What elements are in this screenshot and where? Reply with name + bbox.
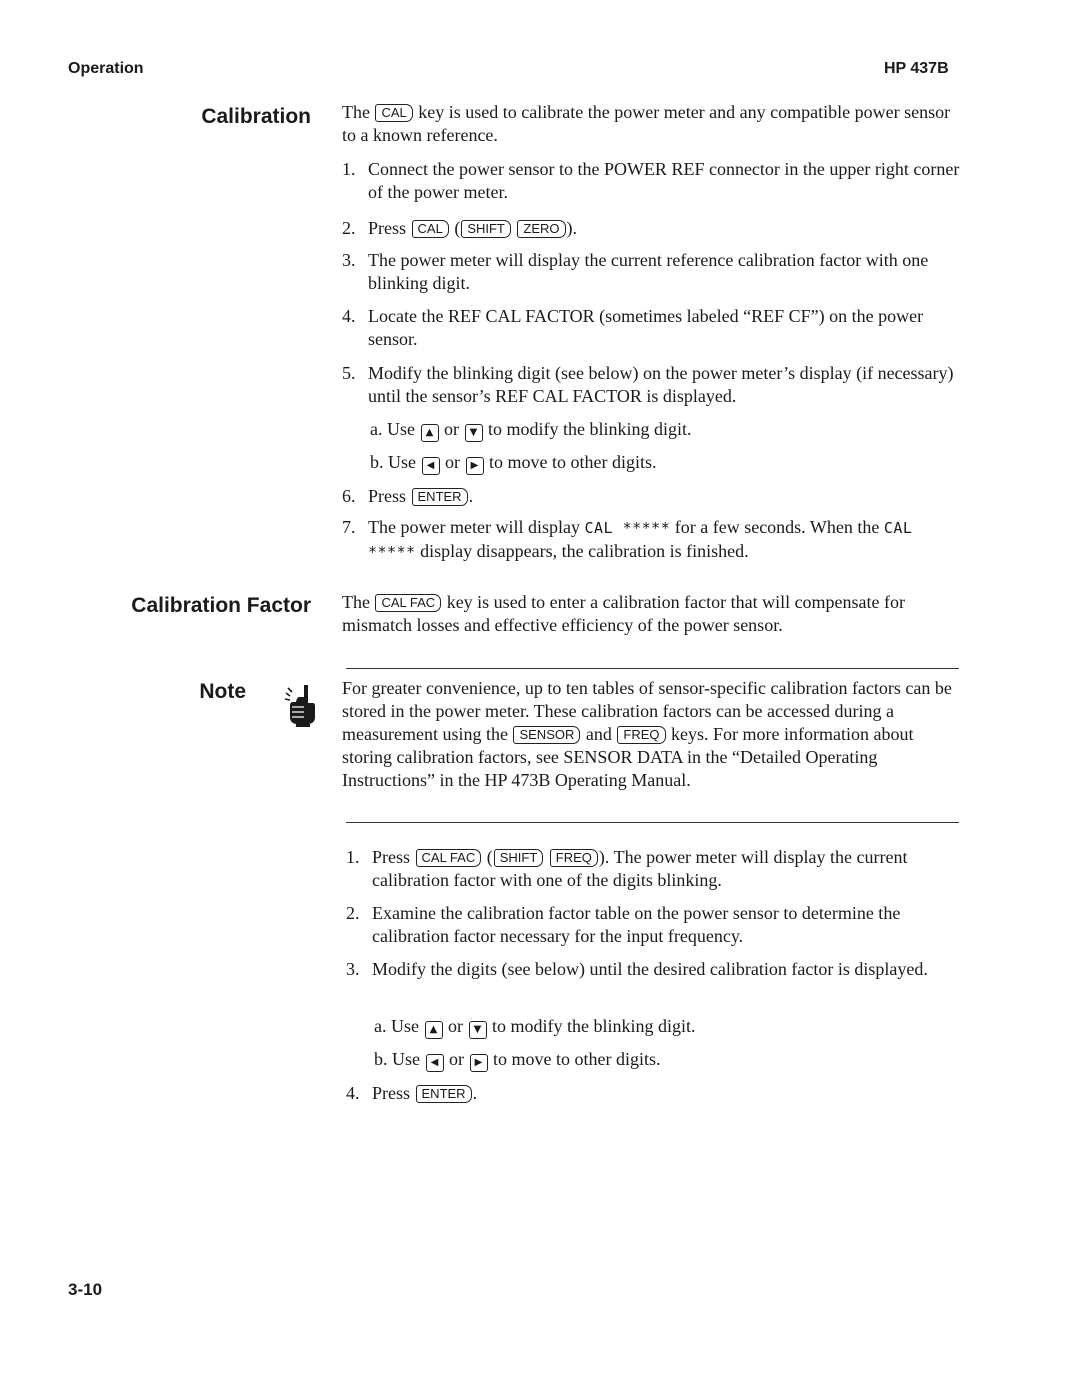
freq-key: FREQ [617, 726, 665, 744]
calibration-step-3: 3. The power meter will display the current reference calibration factor with one blinking digit. [342, 250, 929, 293]
calibration-step-4: 4. Locate the REF CAL FACTOR (sometimes labeled “REF CF”) on the power sensor. [342, 306, 924, 349]
cal-fac-key: CAL FAC [416, 849, 482, 867]
shift-key: SHIFT [461, 220, 511, 238]
sensor-key: SENSOR [513, 726, 580, 744]
calibration-step-1: 1. Connect the power sensor to the POWER REF connector in the upper right corner of the power meter. [342, 159, 960, 202]
cal-key: CAL [412, 220, 449, 238]
note-top-rule [346, 668, 959, 669]
calibration-intro: The CAL key is used to calibrate the power meter and any compatible power sensor to a known reference. [342, 102, 951, 145]
lcd-display-text: CAL ***** [368, 519, 913, 561]
left-arrow-key-icon: ◀ [422, 457, 440, 475]
calibration-step-6: 6. Press ENTER . [342, 486, 474, 506]
calibration-substep-b: b. Use ◀ or ▶ to move to other digits. [370, 451, 656, 475]
right-arrow-key-icon: ▶ [466, 457, 484, 475]
enter-key: ENTER [416, 1085, 472, 1103]
running-header-model: HP 437B [884, 60, 949, 77]
running-header-section: Operation [68, 60, 144, 77]
calibration-factor-step-3: 3. Modify the digits (see below) until the desired calibration factor is displayed. [346, 959, 928, 979]
enter-key: ENTER [412, 488, 468, 506]
page-number: 3-10 [68, 1280, 103, 1299]
calibration-substep-a: a. Use ▲ or ▼ to modify the blinking digit. [370, 418, 692, 442]
zero-key: ZERO [517, 220, 565, 238]
calibration-factor-heading: Calibration Factor [131, 594, 311, 617]
calibration-factor-intro: The CAL FAC key is used to enter a calibration factor that will compensate for mismatch losses and effective efficiency of the power sensor. [342, 592, 906, 635]
calibration-heading: Calibration [201, 105, 311, 128]
calibration-step-7: 7. The power meter will display CAL ***** for a few seconds. When the CAL ***** display disappears, the calibration is finished. [342, 517, 913, 561]
calibration-factor-substep-b: b. Use ◀ or ▶ to move to other digits. [374, 1048, 660, 1072]
right-arrow-key-icon: ▶ [470, 1054, 488, 1072]
calibration-step-2: 2. Press CAL ( SHIFT ZERO ). [342, 218, 577, 238]
calibration-factor-step-1: 1. Press CAL FAC ( SHIFT FREQ ). The power meter will display the current calibration factor with one of the digits blinking. [346, 847, 908, 890]
cal-fac-key: CAL FAC [375, 594, 441, 612]
lcd-display-text: CAL ***** [584, 519, 671, 537]
hand-pointing-icon [284, 683, 316, 732]
shift-key: SHIFT [494, 849, 544, 867]
calibration-factor-step-4: 4. Press ENTER . [346, 1083, 478, 1103]
freq-key: FREQ [550, 849, 598, 867]
up-arrow-key-icon: ▲ [425, 1021, 443, 1039]
up-arrow-key-icon: ▲ [421, 424, 439, 442]
down-arrow-key-icon: ▼ [465, 424, 483, 442]
calibration-factor-substep-a: a. Use ▲ or ▼ to modify the blinking digit. [374, 1015, 696, 1039]
note-heading: Note [199, 680, 246, 703]
left-arrow-key-icon: ◀ [426, 1054, 444, 1072]
note-body: For greater convenience, up to ten tables of sensor-specific calibration factors can be stored in the power meter. These calibration factors can be accessed during a measurement using the SENSOR and FREQ keys. For more information about storing calibration factors, see SENSOR DATA in the “Detailed Operating Instructions” in the HP 473B Operating Manual. [342, 678, 952, 790]
note-bottom-rule [346, 822, 959, 823]
down-arrow-key-icon: ▼ [469, 1021, 487, 1039]
calibration-factor-step-2: 2. Examine the calibration factor table on the power sensor to determine the calibration factor necessary for the input frequency. [346, 903, 901, 946]
cal-key: CAL [375, 104, 412, 122]
calibration-step-5: 5. Modify the blinking digit (see below) on the power meter’s display (if necessary) until the sensor’s REF CAL FACTOR is displayed. [342, 363, 954, 406]
